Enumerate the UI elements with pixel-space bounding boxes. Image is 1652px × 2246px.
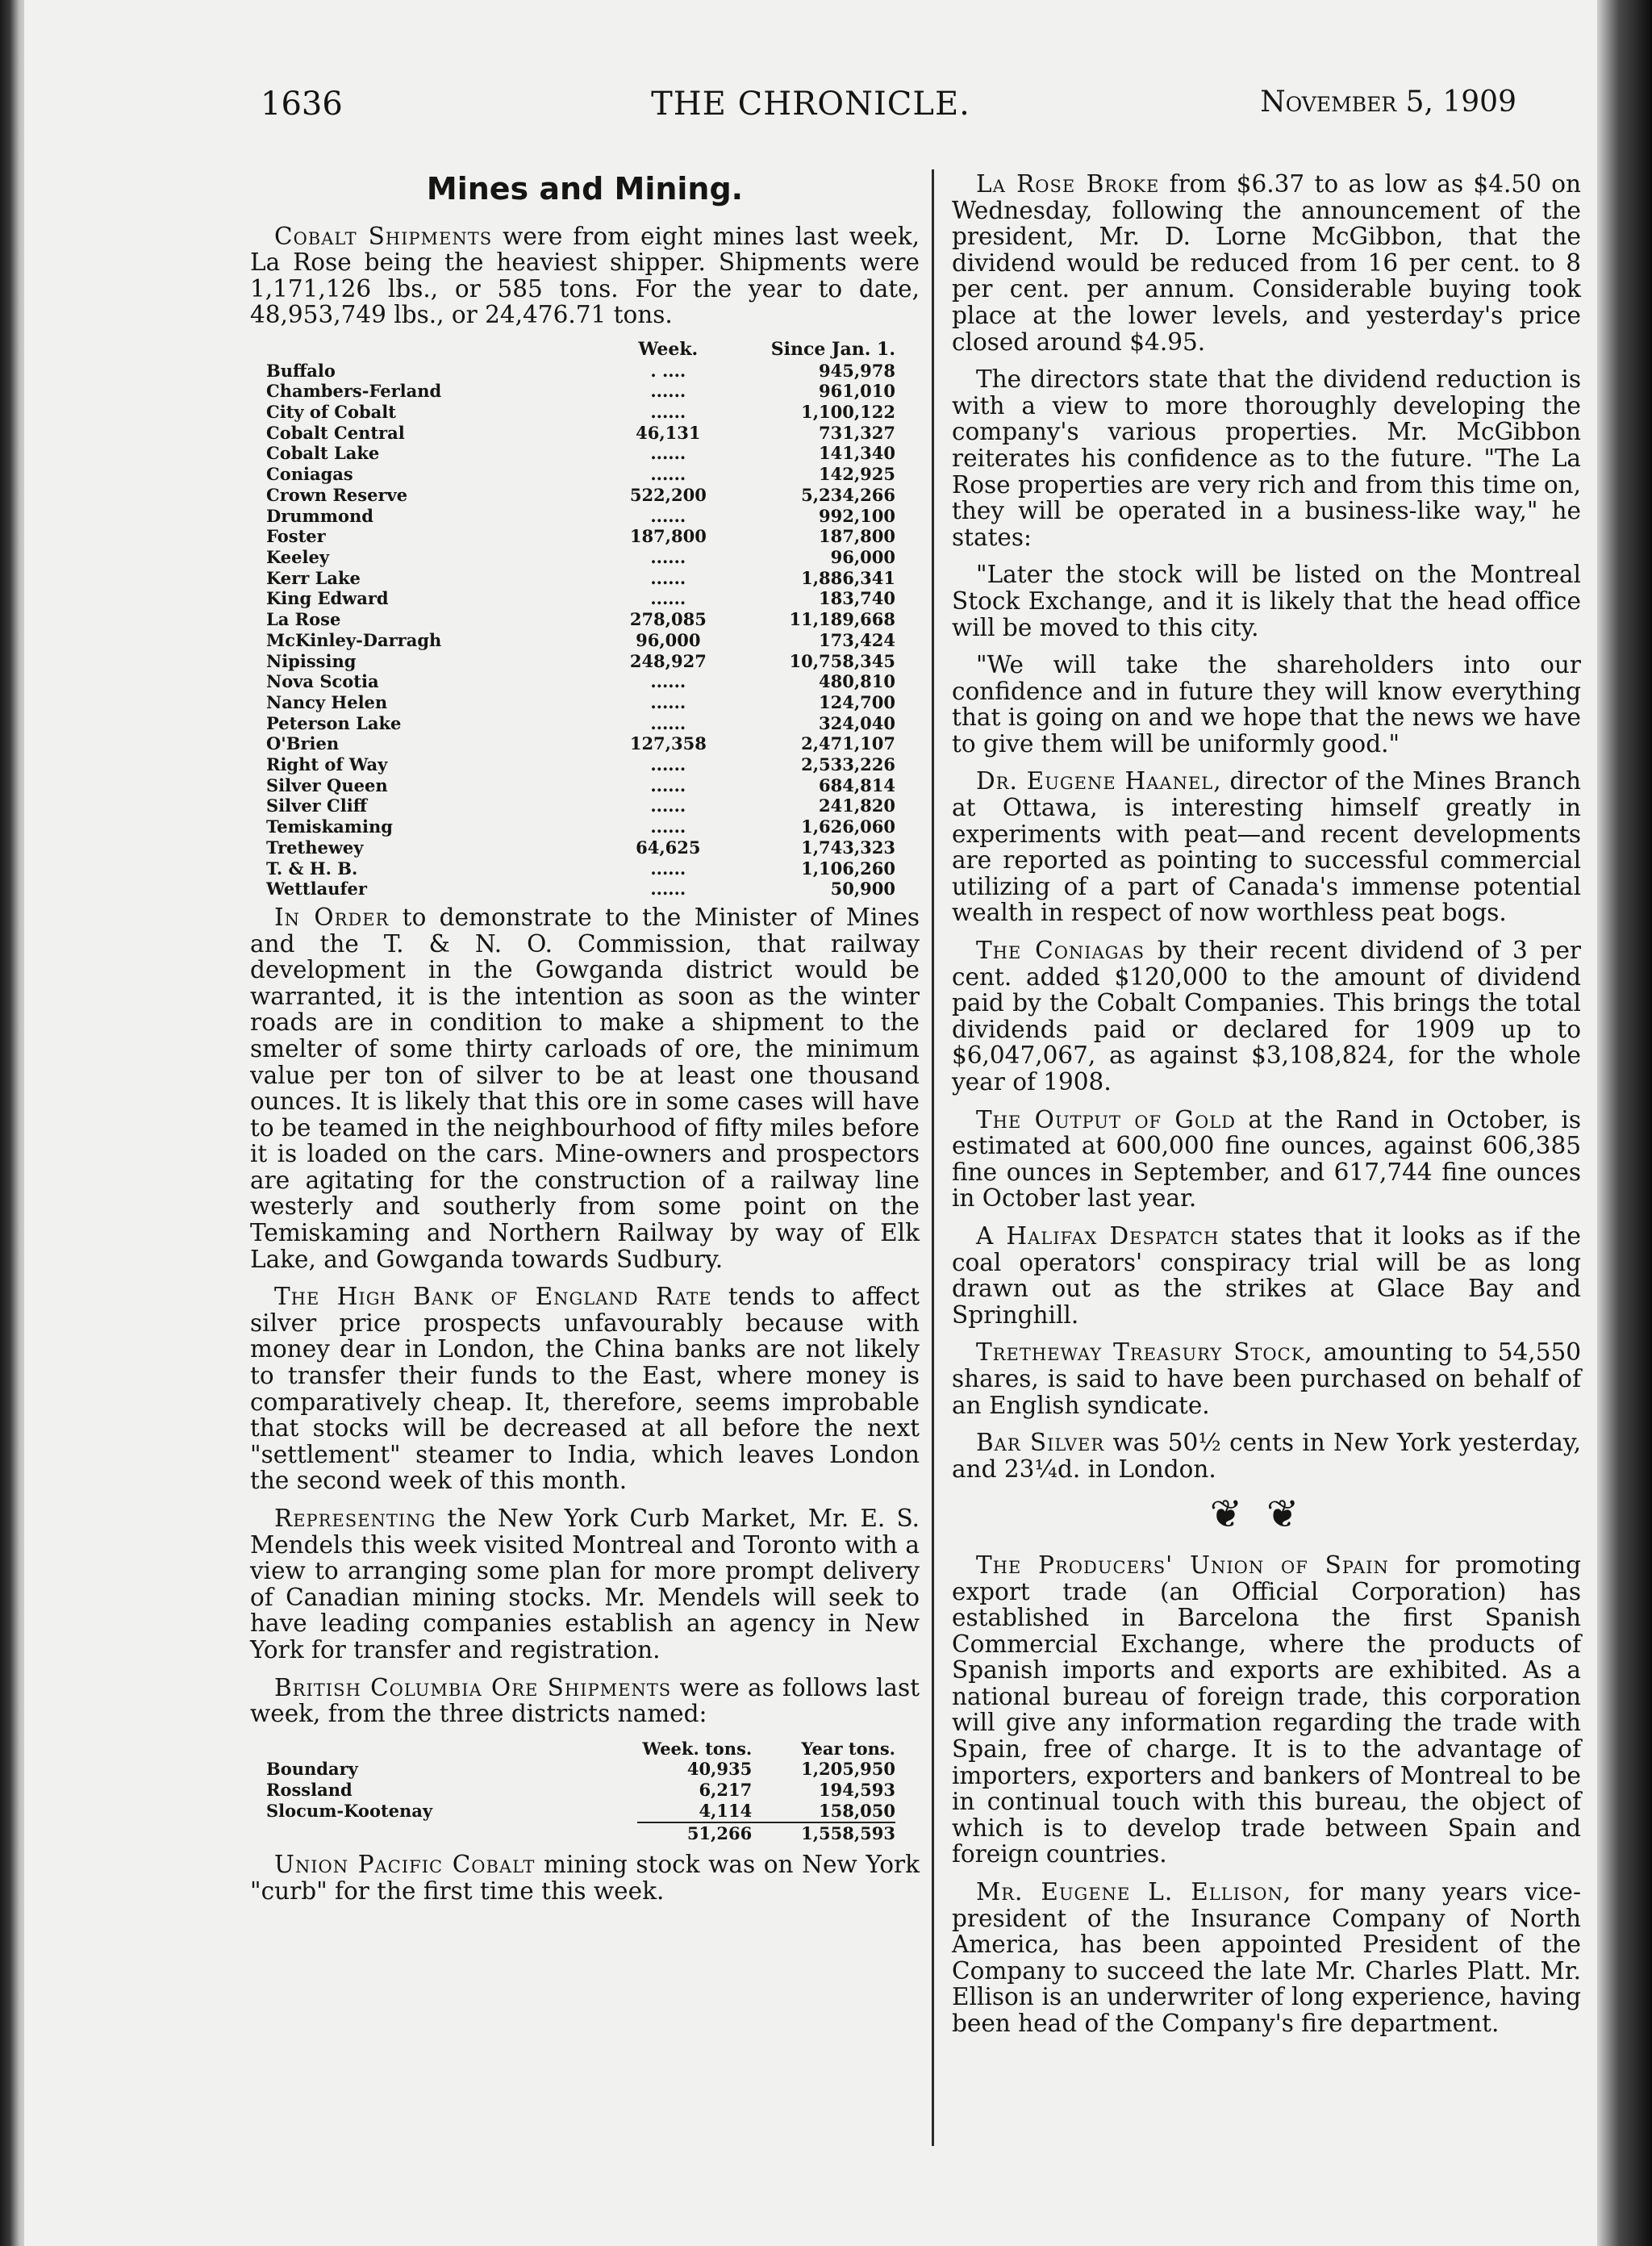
article-union-pacific: Union Pacific Cobalt mining stock was on New York "curb" for the first time this week. bbox=[250, 1851, 920, 1905]
since-value: 2,471,107 bbox=[801, 733, 895, 754]
table-row bbox=[266, 837, 895, 858]
mine-name: McKinley-Darragh bbox=[266, 629, 442, 650]
table-row bbox=[266, 361, 895, 382]
since-value: 1,100,122 bbox=[801, 402, 895, 423]
since-value: 5,234,266 bbox=[801, 484, 895, 505]
week-value: ...... bbox=[650, 671, 686, 692]
week-value: ...... bbox=[650, 754, 686, 775]
week-value: ...... bbox=[650, 402, 686, 423]
ore-shipments-table bbox=[266, 1739, 895, 1844]
article-coniagas: The Coniagas by their recent dividend of 3 per cent. added $120,000 to the amount of dividend paid by the Cobalt Companies. This brings the total dividends paid or declared for 1909 up to $6,047,067, as against $3,108,824, for the whole year of 1908. bbox=[952, 937, 1581, 1096]
table-row bbox=[266, 795, 895, 816]
since-value: 173,424 bbox=[819, 629, 895, 650]
mine-name: Nipissing bbox=[266, 650, 357, 671]
week-value: 46,131 bbox=[636, 422, 701, 443]
page-header bbox=[24, 81, 1597, 129]
week-value: ...... bbox=[650, 795, 686, 816]
week-value: . .... bbox=[650, 360, 686, 381]
week-value: 127,358 bbox=[629, 733, 707, 754]
week-value: ...... bbox=[650, 547, 686, 567]
article-la-rose: La Rose Broke from $6.37 to as low as $4.50 on Wednesday, following the announcement of the president, Mr. D. Lorne McGibbon, that the dividend would be reduced from 16 per cent. to 8 per cent. per annum. Considerable buying took place at the lower levels, and yesterday's price closed around $4.95. bbox=[952, 170, 1581, 356]
mine-name: Drummond bbox=[266, 505, 373, 526]
mine-name: Foster bbox=[266, 526, 326, 547]
total-year: 1,558,593 bbox=[752, 1822, 895, 1844]
table-row bbox=[266, 381, 895, 402]
article-quote-later: "Later the stock will be listed on the Montreal Stock Exchange, and it is likely that the head office will be moved to this city. bbox=[952, 561, 1581, 641]
table-row bbox=[266, 1759, 895, 1780]
table-row bbox=[266, 464, 895, 485]
newspaper-page bbox=[24, 0, 1597, 2246]
mine-name: Right of Way bbox=[266, 754, 388, 775]
column-header-year: Year tons. bbox=[801, 1738, 895, 1759]
page-edge-shadow bbox=[1597, 0, 1652, 2246]
week-value: ...... bbox=[650, 691, 686, 712]
article-tretheway: Tretheway Treasury Stock, amounting to 54,550 shares, is said to have been purchased on behalf of an English syndicate. bbox=[952, 1338, 1581, 1419]
table-row bbox=[266, 651, 895, 672]
section-title: Mines and Mining. bbox=[426, 171, 744, 207]
mine-name: Kerr Lake bbox=[266, 567, 361, 588]
week-value: ...... bbox=[650, 505, 686, 526]
table-row bbox=[266, 713, 895, 734]
mine-name: O'Brien bbox=[266, 733, 340, 754]
article-high-bank-rate: The High Bank of England Rate tends to affect silver price prospects unfavourably because with money dear in London, the China banks are not likely to transfer their funds to the East, where money is comparatively cheap. It, therefore, seems improbable that stocks will be decreased at all before the next "settlement" steamer to India, which leaves London the second week of this month. bbox=[250, 1283, 920, 1495]
article-halifax-despatch: A Halifax Despatch states that it looks as if the coal operators' conspiracy trial will be as long drawn out as the strikes at Glace Bay and Springhill. bbox=[952, 1221, 1581, 1329]
week-value: 40,935 bbox=[686, 1759, 753, 1780]
column-header-since: Since Jan. 1. bbox=[770, 338, 895, 360]
table-row bbox=[266, 423, 895, 444]
since-value: 183,740 bbox=[819, 588, 895, 609]
mine-name: T. & H. B. bbox=[266, 858, 358, 879]
since-value: 187,800 bbox=[819, 526, 895, 547]
mine-name: Buffalo bbox=[266, 360, 336, 381]
week-value: ...... bbox=[650, 879, 686, 900]
article-producers-union: The Producers' Union of Spain for promoting export trade (an Official Corporation) has established in Barcelona the first Spanish Commercial Exchange, where the products of Spanish imports and exports are exhibited. As a national bureau of foreign trade, this corporation will give any information regarding the trade with Spain, free of charge. It is to the advantage of importers, exporters and bankers of Montreal to be in continual touch with this bureau, the object of which is to develop trade between Spain and foreign countries. bbox=[952, 1551, 1581, 1868]
year-value: 1,205,950 bbox=[801, 1759, 895, 1780]
table-row bbox=[266, 443, 895, 464]
mine-name: Temiskaming bbox=[266, 816, 393, 837]
since-value: 684,814 bbox=[819, 774, 895, 795]
district-name: Slocum-Kootenay bbox=[266, 1801, 433, 1822]
table-row bbox=[266, 816, 895, 837]
mine-name: Nova Scotia bbox=[266, 671, 379, 692]
week-value: ...... bbox=[650, 858, 686, 879]
since-value: 1,743,323 bbox=[801, 837, 895, 858]
since-value: 1,106,260 bbox=[801, 858, 895, 879]
table-row bbox=[266, 754, 895, 775]
week-value: 187,800 bbox=[629, 526, 707, 547]
week-value: 278,085 bbox=[629, 609, 707, 630]
year-value: 194,593 bbox=[819, 1780, 895, 1801]
column-header-week: Week. tons. bbox=[642, 1738, 753, 1759]
district-name: Rossland bbox=[266, 1780, 353, 1801]
district-name: Boundary bbox=[266, 1759, 358, 1780]
article-haanel: Dr. Eugene Haanel, director of the Mines Branch at Ottawa, is interesting himself greatly in experiments with peat—and recent developments are reported as pointing to successful commercial utilizing of a part of Canada's immense potential wealth in respect of now worthless peat bogs. bbox=[952, 767, 1581, 927]
since-value: 10,758,345 bbox=[789, 650, 895, 671]
table-row bbox=[266, 588, 895, 609]
table-total-row bbox=[266, 1822, 895, 1844]
week-value: ...... bbox=[650, 567, 686, 588]
table-row bbox=[266, 775, 895, 796]
table-row bbox=[266, 630, 895, 651]
table-row bbox=[266, 692, 895, 713]
table-header-row bbox=[266, 1739, 895, 1760]
table-row bbox=[266, 733, 895, 754]
since-value: 945,978 bbox=[819, 360, 895, 381]
year-value: 158,050 bbox=[819, 1800, 895, 1821]
week-value: ...... bbox=[650, 816, 686, 837]
page-number: 1636 bbox=[261, 86, 343, 123]
table-row bbox=[266, 568, 895, 589]
mine-name: Coniagas bbox=[266, 464, 353, 485]
table-row bbox=[266, 402, 895, 423]
mine-name: Crown Reserve bbox=[266, 484, 408, 505]
mine-name: Silver Cliff bbox=[266, 795, 367, 816]
issue-date: November 5, 1909 bbox=[1260, 86, 1516, 119]
since-value: 1,886,341 bbox=[801, 567, 895, 588]
since-value: 141,340 bbox=[819, 443, 895, 464]
article-in-order: In Order to demonstrate to the Minister of Mines and the T. & N. O. Commission, that railway development in the Gowganda district would be warranted, it is the intention as soon as the winter roads are in condition to make a shipment to the smelter of some thirty carloads of ore, the minimum value per ton of silver to be at least one thousand ounces. It is likely that this ore in some cases will have to be teamed in the neighbourhood of fifty miles before it is loaded on the cars. Mine-owners and prospectors are agitating for the construction of a railway line westerly and southerly from some point on the Temiskaming and Northern Railway by way of Elk Lake, and Gowganda towards Sudbury. bbox=[250, 903, 920, 1273]
since-value: 124,700 bbox=[819, 691, 895, 712]
week-value: 96,000 bbox=[636, 629, 701, 650]
since-value: 731,327 bbox=[819, 422, 895, 443]
since-value: 142,925 bbox=[819, 464, 895, 485]
week-value: 4,114 bbox=[699, 1800, 753, 1821]
article-british-columbia: British Columbia Ore Shipments were as follows last week, from the three districts named: bbox=[250, 1673, 920, 1728]
mine-name: Cobalt Lake bbox=[266, 443, 380, 464]
since-value: 96,000 bbox=[830, 547, 895, 567]
since-value: 961,010 bbox=[819, 381, 895, 402]
journal-title: THE CHRONICLE. bbox=[651, 86, 970, 123]
week-value: ...... bbox=[650, 712, 686, 733]
article-output-of-gold: The Output of Gold at the Rand in October, is estimated at 600,000 fine ounces, against 606,385 fine ounces in September, and 617,744 fine ounces in October last year. bbox=[952, 1105, 1581, 1213]
since-value: 480,810 bbox=[819, 671, 895, 692]
table-header-row bbox=[266, 340, 895, 361]
table-row bbox=[266, 526, 895, 547]
since-value: 324,040 bbox=[819, 712, 895, 733]
total-week: 51,266 bbox=[637, 1822, 752, 1844]
article-bar-silver: Bar Silver was 50½ cents in New York yesterday, and 23¼d. in London. bbox=[952, 1429, 1581, 1483]
mine-name: Peterson Lake bbox=[266, 712, 402, 733]
table-row bbox=[266, 1801, 895, 1822]
since-value: 50,900 bbox=[830, 879, 895, 900]
table-row bbox=[266, 1780, 895, 1801]
table-row bbox=[266, 485, 895, 506]
since-value: 1,626,060 bbox=[801, 816, 895, 837]
table-row bbox=[266, 858, 895, 879]
table-row bbox=[266, 506, 895, 527]
week-value: 248,927 bbox=[629, 650, 707, 671]
ornament-divider: ❦❦ bbox=[1209, 1492, 1324, 1538]
since-value: 241,820 bbox=[819, 795, 895, 816]
article-representing: Representing the New York Curb Market, Mr. E. S. Mendels this week visited Montreal and Toronto with a view to arranging some plan for more prompt delivery of Canadian mining stocks. Mr. Mendels will seek to have leading companies establish an agency in New York for transfer and registration. bbox=[250, 1505, 920, 1664]
mine-name: La Rose bbox=[266, 609, 341, 630]
since-value: 2,533,226 bbox=[801, 754, 895, 775]
mine-name: Chambers-Ferland bbox=[266, 381, 442, 402]
column-header-week: Week. bbox=[638, 338, 699, 360]
week-value: 6,217 bbox=[699, 1780, 753, 1801]
table-row bbox=[266, 879, 895, 900]
since-value: 11,189,668 bbox=[789, 609, 895, 630]
mine-name: Trethewey bbox=[266, 837, 364, 858]
mine-name: Nancy Helen bbox=[266, 691, 388, 712]
column-divider bbox=[932, 169, 934, 2146]
since-value: 992,100 bbox=[819, 505, 895, 526]
right-column bbox=[952, 171, 1581, 2048]
article-cobalt-shipments: Cobalt Shipments were from eight mines last week, La Rose being the heaviest shipper. Shipments were 1,171,126 lbs., or 585 tons. For the year to date, 48,953,749 lbs., or 24,476.71 tons. bbox=[250, 222, 920, 329]
table-row bbox=[266, 609, 895, 630]
cobalt-shipments-table bbox=[266, 340, 895, 900]
left-column bbox=[250, 171, 920, 1915]
mine-name: Wettlaufer bbox=[266, 879, 367, 900]
mine-name: Keeley bbox=[266, 547, 330, 567]
week-value: ...... bbox=[650, 588, 686, 609]
article-directors: The directors state that the dividend reduction is with a view to more thoroughly developing the company's various properties. Mr. McGibbon reiterates his confidence as to the future. "The La Rose properties are very rich and from this time on, they will be operated in a business-like way," he states: bbox=[952, 365, 1581, 551]
table-row bbox=[266, 547, 895, 568]
week-value: ...... bbox=[650, 381, 686, 402]
mine-name: City of Cobalt bbox=[266, 402, 396, 423]
week-value: 522,200 bbox=[629, 484, 707, 505]
article-ellison: Mr. Eugene L. Ellison, for many years vice-president of the Insurance Company of North America, has been appointed President of the Company to succeed the late Mr. Charles Platt. Mr. Ellison is an underwriter of long experience, having been head of the Company's fire department. bbox=[952, 1878, 1581, 2037]
mine-name: Silver Queen bbox=[266, 774, 388, 795]
week-value: ...... bbox=[650, 774, 686, 795]
week-value: ...... bbox=[650, 464, 686, 485]
week-value: 64,625 bbox=[636, 837, 701, 858]
week-value: ...... bbox=[650, 443, 686, 464]
article-quote-we-will: "We will take the shareholders into our confidence and in future they will know everything that is going on and we hope that the news we have to give them will be uniformly good." bbox=[952, 651, 1581, 758]
table-row bbox=[266, 671, 895, 692]
mine-name: King Edward bbox=[266, 588, 389, 609]
mine-name: Cobalt Central bbox=[266, 422, 405, 443]
